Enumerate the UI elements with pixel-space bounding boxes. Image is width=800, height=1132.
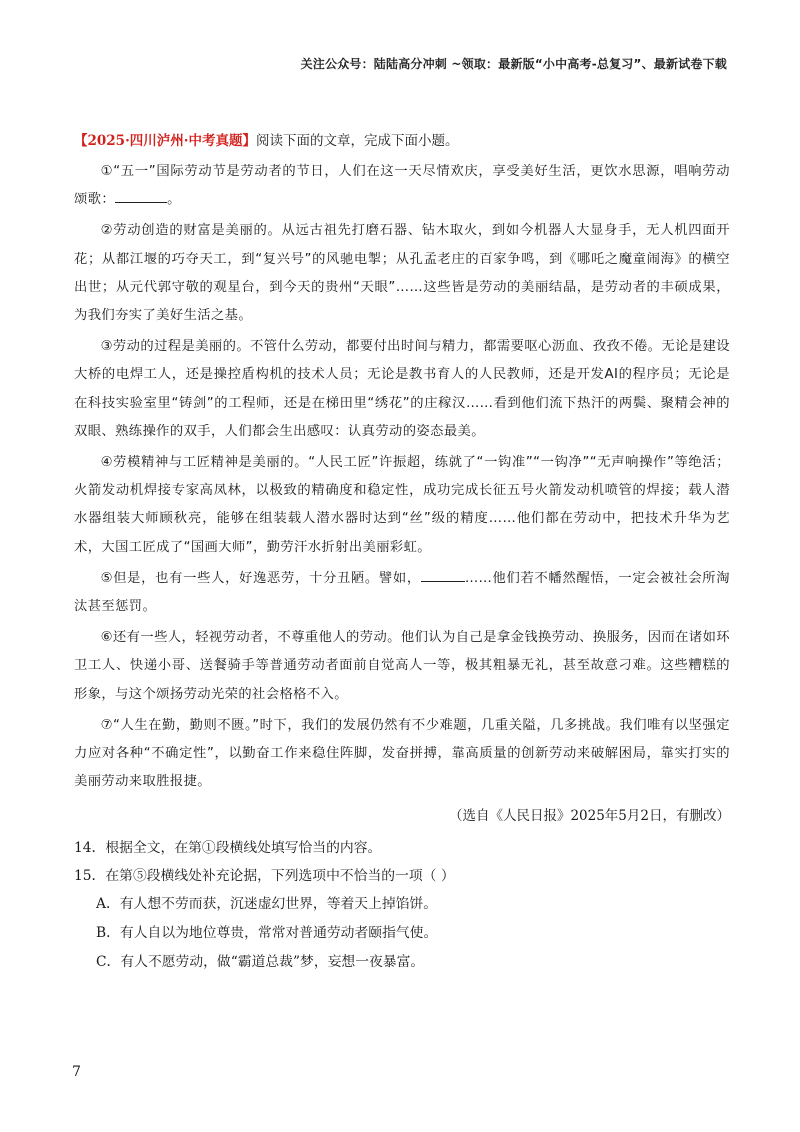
intro-line: [74, 131, 730, 151]
paragraph-4: ④劳模精神与工匠精神是美丽的。“人民工匠”许振超，练就了“一钩准”“一钩净”“无声响操作”等绝活；火箭发动机焊接专家高凤林，以极致的精确度和稳定性，成功完成长征五号火箭发动机喷管的焊接；载人潜水器组装大师顾秋亮，能够在组装载人潜水器时达到“丝”级的精度……他们都在劳动中，把技术升华为艺术，大国工匠成了“国画大师”，勤劳汗水折射出美丽彩虹。: [74, 455, 730, 555]
instruction-text: 阅读下面的文章，完成下面小题。: [255, 133, 459, 149]
paragraph-2: ②劳动创造的财富是美丽的。从远古祖先打磨石器、钻木取火，到如今机器人大显身手，无人机四面开花；从都江堰的巧夺天工，到“复兴号”的风驰电掣；从孔孟老庄的百家争鸣，到《哪吒之魔童闹海》的横空出世；从元代郭守敬的观星台，到今天的贵州“天眼”……这些皆是劳动的美丽结晶，是劳动者的丰硕成果，为我们夯实了美好生活之基。: [74, 223, 730, 324]
paragraph-text-end: 。: [167, 192, 181, 208]
paragraph-1: [74, 158, 730, 214]
source-tag: 【2025·四川泸州·中考真题】: [74, 133, 256, 149]
option-a: A．有人想不劳而获，沉迷虚幻世界，等着天上掉馅饼。: [96, 896, 438, 913]
paragraph-7: ⑦“人生在勤，勤则不匮。”时下，我们的发展仍然有不少难题，几重关隘，几多挑战。我们唯有以坚强定力应对各种“不确定性”，以勤奋工作来稳住阵脚，发奋拼搏，靠高质量的创新劳动来破解困局，靠实打实的美丽劳动来取胜报捷。: [74, 717, 730, 790]
paragraph-text: ①“五一”国际劳动节是劳动者的节日，人们在这一天尽情欢庆，享受美好生活，更饮水思源，唱响劳动颂歌：: [74, 164, 730, 208]
paragraph-text-end: ……他们若不幡然醒悟，一定会被社会所淘汰甚至惩罚。: [74, 570, 730, 615]
fill-blank-1: [115, 189, 167, 203]
question-15: 15．在第⑤段横线处补充论据，下列选项中不恰当的一项（ ）: [74, 868, 455, 885]
article-source: （选自《人民日报》2025年5月2日，有删改）: [448, 808, 730, 825]
paragraph-6: ⑥还有一些人，轻视劳动者，不尊重他人的劳动。他们认为自己是拿金钱换劳动、换服务，因而在诸如环卫工人、快递小哥、送餐骑手等普通劳动者面前自觉高人一等，极其粗暴无礼，甚至故意刁难。这些糟糕的形象，与这个颂扬劳动光荣的社会格格不入。: [74, 630, 730, 702]
paragraph-5: [74, 565, 730, 621]
option-b: B．有人自以为地位尊贵，常常对普通劳动者颐指气使。: [96, 925, 438, 942]
paragraph-3: ③劳动的过程是美丽的。不管什么劳动，都要付出时间与精力，都需要呕心沥血、孜孜不倦。无论是建设大桥的电焊工人，还是操控盾构机的技术人员；无论是教书育人的人民教师，还是开发AI的程序员；无论是在科技实验室里“铸剑”的工程师，还是在梯田里“绣花”的庄稼汉……看到他们流下热汗的两鬓、聚精会神的双眼、熟练操作的双手，人们都会生出感叹：认真劳动的姿态最美。: [74, 339, 730, 439]
fill-blank-5: [421, 568, 465, 582]
paragraph-text: ⑤但是，也有一些人，好逸恶劳，十分丑陋。譬如，: [100, 570, 421, 586]
page-header-banner: 关注公众号：陆陆高分冲刺 ~领取：最新版“小中高考-总复习”、最新试卷下载: [300, 57, 727, 71]
option-c: C．有人不愿劳动，做“霸道总裁”梦，妄想一夜暴富。: [96, 954, 425, 971]
page-number: 7: [72, 1064, 81, 1080]
document-body: [74, 131, 730, 977]
question-14: 14．根据全文，在第①段横线处填写恰当的内容。: [74, 840, 382, 857]
